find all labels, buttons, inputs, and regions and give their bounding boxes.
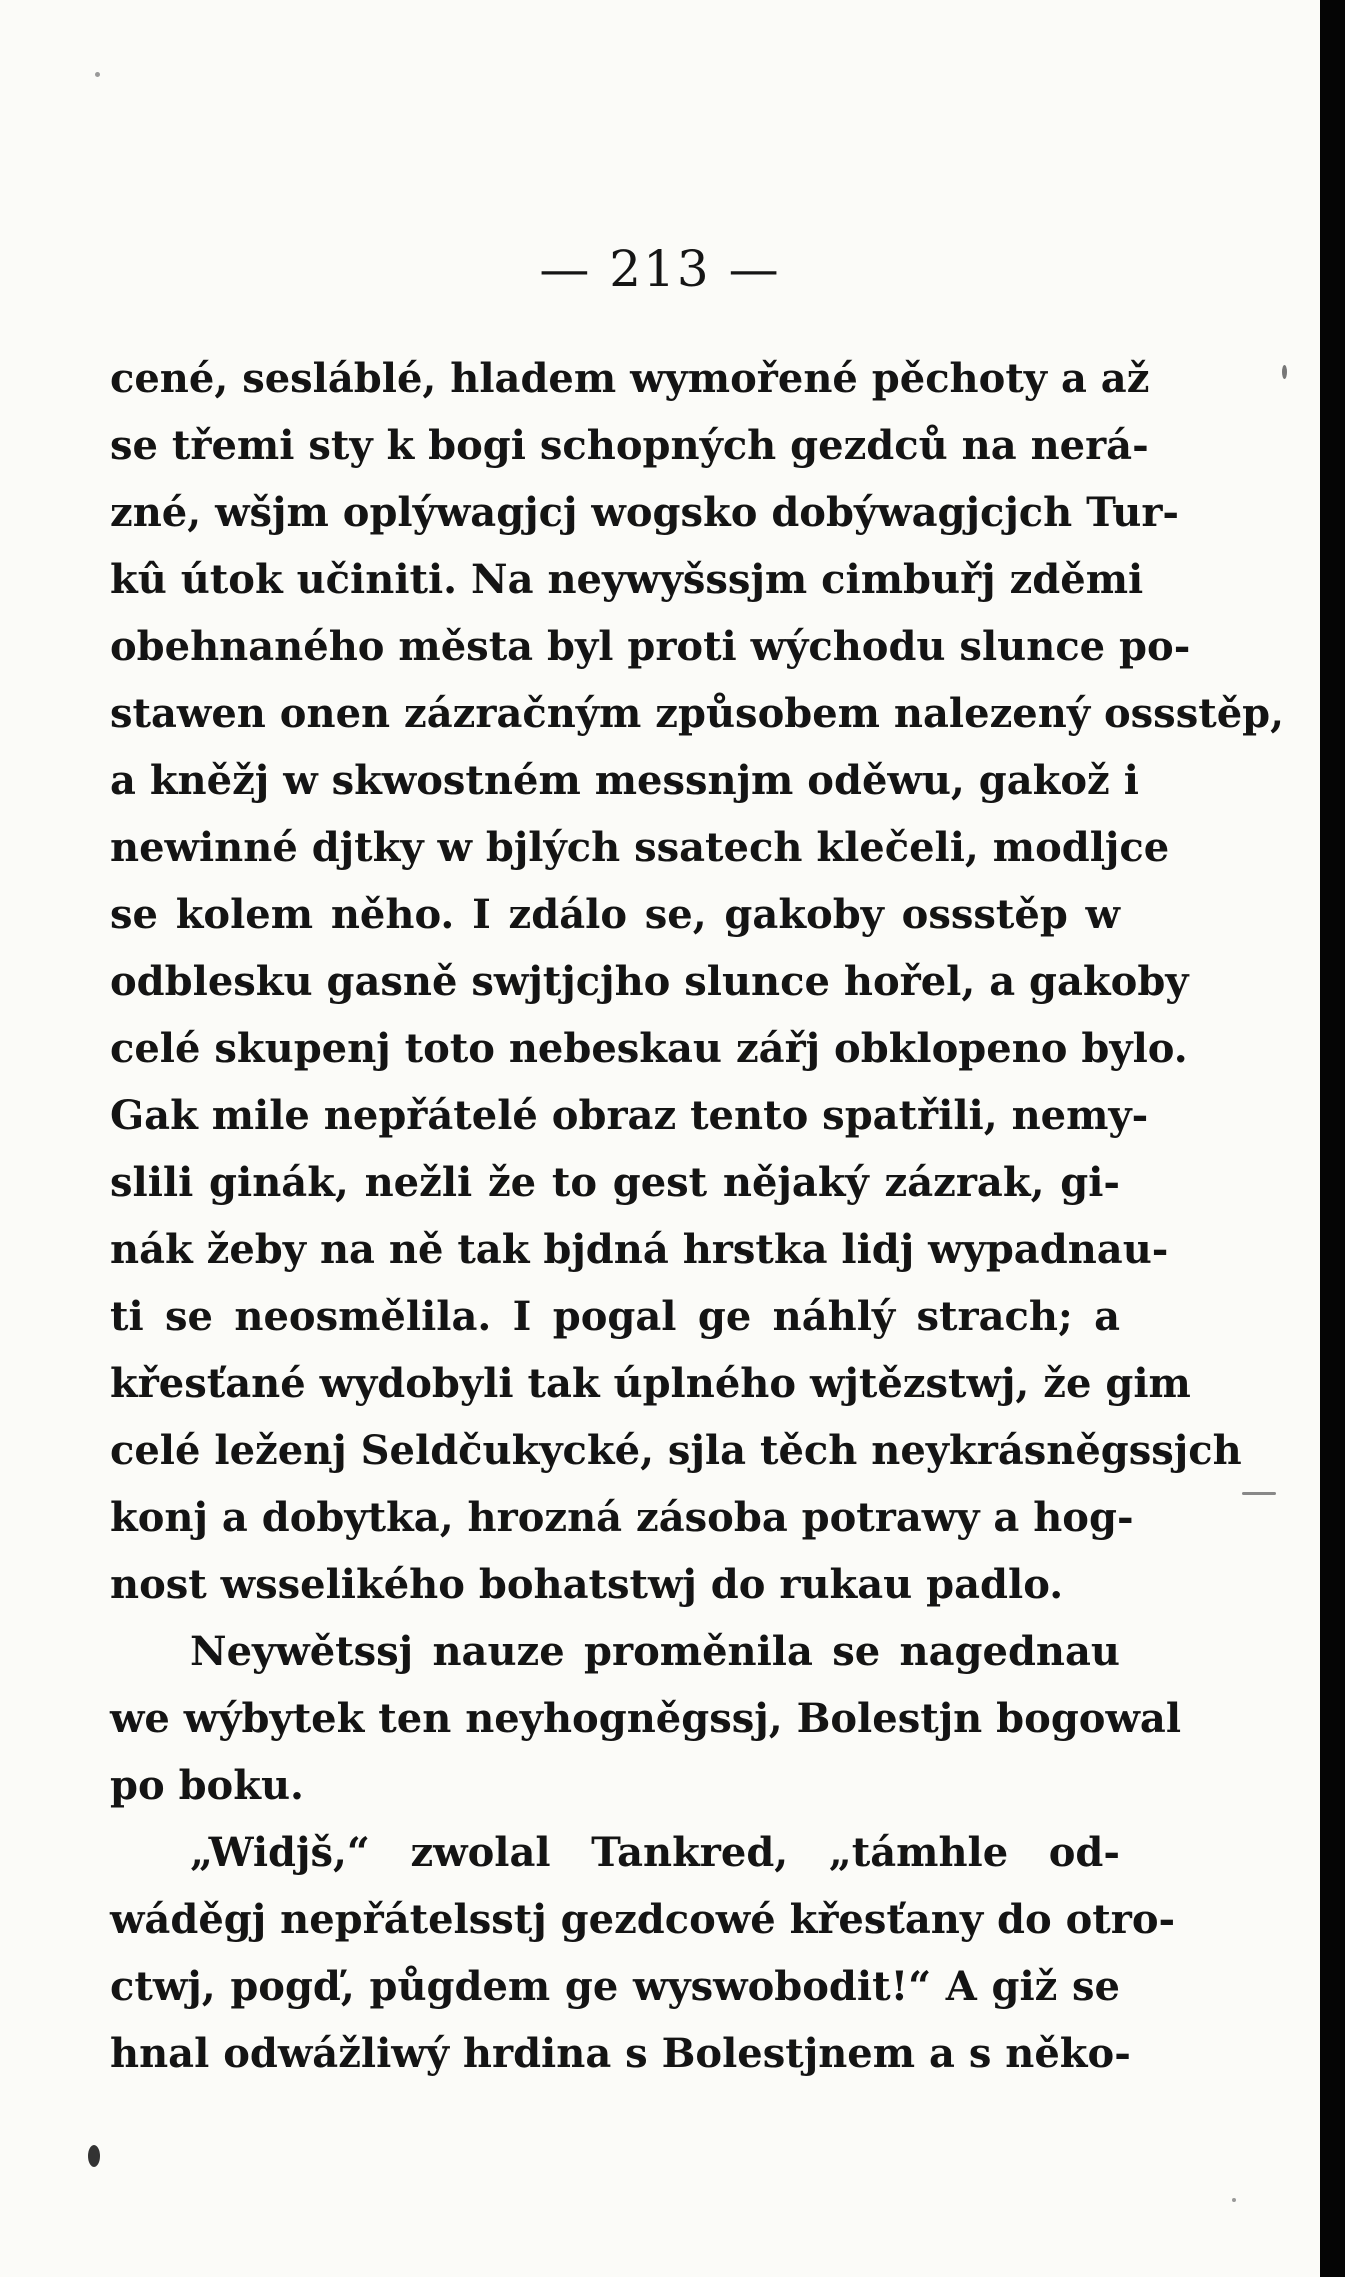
scan-edge <box>1320 0 1345 2277</box>
text-line: se kolem něho. I zdálo se, gakoby ossstěp w <box>110 891 1120 938</box>
text-line: se třemi sty k bogi schopných gezdců na nerá- <box>110 422 1149 469</box>
text-line: nák žeby na ně tak bjdná hrstka lidj wypadnau- <box>110 1226 1169 1273</box>
paper-speck <box>1282 365 1287 379</box>
text-line: celé leženj Seldčukycké, sjla těch neykrásněgssjch <box>110 1427 1242 1474</box>
text-line: wáděgj nepřátelsstj gezdcowé křesťany do otro- <box>110 1896 1176 1943</box>
text-line: kû útok učiniti. Na neywyšssjm cimbuřj zděmi <box>110 556 1144 603</box>
text-line: cené, sesláblé, hladem wymořené pěchoty a až <box>110 355 1150 402</box>
text-line: newinné djtky w bjlých ssatech klečeli, modljce <box>110 824 1170 871</box>
paper-speck <box>95 72 100 77</box>
page-number: — 213 — <box>539 240 781 298</box>
paper-speck <box>1232 2198 1236 2202</box>
text-line: konj a dobytka, hrozná zásoba potrawy a hog- <box>110 1494 1134 1541</box>
text-line: nost wsselikého bohatstwj do rukau padlo. <box>110 1561 1064 1608</box>
text-line: ti se neosmělila. I pogal ge náhlý strach; a <box>110 1293 1120 1340</box>
body-text <box>110 345 1285 2087</box>
paper-speck <box>1242 1492 1276 1495</box>
paper-speck <box>88 2145 100 2167</box>
text-line: ctwj, pogď, půgdem ge wyswobodit!“ A giž se <box>110 1963 1120 2010</box>
text-line: „Widjš,“ zwolal Tankred, „támhle od- <box>190 1829 1120 1876</box>
text-line: po boku. <box>110 1762 304 1809</box>
text-line: Gak mile nepřátelé obraz tento spatřili, nemy- <box>110 1092 1149 1139</box>
text-line: odblesku gasně swjtjcjho slunce hořel, a gakoby <box>110 958 1189 1005</box>
text-line: obehnaného města byl proti wýchodu slunce po- <box>110 623 1191 670</box>
text-line: a kněžj w skwostném messnjm oděwu, gakož i <box>110 757 1139 804</box>
text-line: slili ginák, nežli že to gest nějaký zázrak, gi- <box>110 1159 1120 1206</box>
text-line: hnal odwážliwý hrdina s Bolestjnem a s něko- <box>110 2030 1131 2077</box>
text-line: stawen onen zázračným způsobem nalezený ossstěp, <box>110 690 1285 737</box>
text-line: Neywětssj nauze proměnila se nagednau <box>190 1628 1120 1675</box>
text-line: zné, wšjm oplýwagjcj wogsko dobýwagjcjch Tur- <box>110 489 1180 536</box>
text-line: křesťané wydobyli tak úplného wjtězstwj, že gim <box>110 1360 1191 1407</box>
text-line: we wýbytek ten neyhogněgssj, Bolestjn bogowal <box>110 1695 1182 1742</box>
text-line: celé skupenj toto nebeskau zářj obklopeno bylo. <box>110 1025 1188 1072</box>
